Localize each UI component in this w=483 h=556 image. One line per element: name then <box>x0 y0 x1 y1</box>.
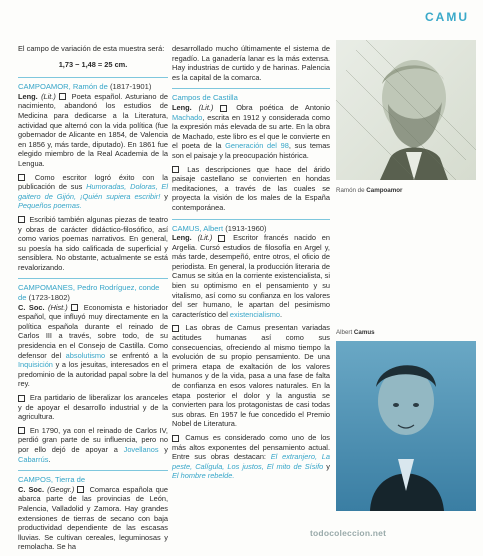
intro-text: El campo de variación de esta muestra será: <box>18 44 165 53</box>
link-generacion-98[interactable]: Generación del 98 <box>225 141 289 151</box>
running-head: CAMU <box>425 10 469 24</box>
entry-camus-p3: Camus es considerado como uno de los más altos exponentes del pensamiento actual. Entre sus obras destacan: El extranjero, La peste, Calígula, Los justos, El mito de Sísifo y El hombre rebelde. <box>172 432 331 481</box>
link-absolutismo[interactable]: absolutismo <box>65 350 106 360</box>
square-icon <box>77 486 84 493</box>
entry-campoamor-p1: Leng. (Lit.) Poeta español. Asturiano de nacimiento, abandonó los estudios de Medicina para dedicarse a la Literatura, actividad que alternó con la vida política (fue gobernador de Alicante en 1854, de Valencia en 1856 y, más tarde, diputado). En 1861 fue elegido miembro de la Real Academia de la Lengua. <box>18 91 169 168</box>
link-existencialismo[interactable]: existencialismo <box>229 309 281 319</box>
entry-castilla-p2: Las descripciones que hace del árido paisaje castellano se convierten en hondas meditaciones, a través de las cuales se proyecta la visión de los males de la España contemporánea. <box>172 164 330 212</box>
portrait-campoamor <box>336 40 476 180</box>
entry-title-camus[interactable]: CAMUS, Albert (1913-1960) <box>172 223 267 233</box>
square-icon <box>18 216 25 223</box>
entry-campoamor-p3: Escribió también algunas piezas de teatro y obras de carácter didáctico-filosófico, así como varios poemas narrativos. En general, su poesía ha sido calificada de superficial y sensiblera. No obstante, actualmente se está revalorizando. <box>18 214 168 272</box>
right-column <box>336 40 476 513</box>
entry-title-campos-de-castilla[interactable]: Campos de Castilla <box>172 93 238 103</box>
entry-title-campomanes[interactable]: CAMPOMANES, Pedro Rodríguez, conde de (1723-1802) <box>18 283 160 303</box>
square-icon <box>172 325 179 332</box>
link-inquisicion[interactable]: Inquisición <box>18 360 53 370</box>
divider <box>172 88 330 89</box>
square-icon <box>218 235 225 242</box>
middle-column <box>172 44 330 485</box>
entry-campomanes-p1: C. Soc. (Hist.) Economista e historiador español, que influyó muy directamente en la política española durante el reinado de Carlos III a través, sobre todo, de su presidencia en el Consejo de Castilla. Como defensor del absolutismo se enfrentó a la Inquisición y a los jesuitas, interesados en el predominio de la autoridad papal sobre la del rey. <box>18 302 168 389</box>
entry-campomanes-p2: Era partidario de liberalizar los aranceles y de apoyar el desarrollo industrial y de la agricultura. <box>18 393 168 422</box>
divider <box>18 278 168 279</box>
portrait-camus <box>336 341 476 511</box>
entry-campomanes-p3: En 1790, ya con el reinado de Carlos IV, perdió gran parte de su influencia, pero no por ello dejó de apoyar a Jovellanos y Cabarrús. <box>18 425 168 464</box>
entry-campoamor-p2: Como escritor logró éxito con la publicación de sus Humoradas, Doloras, El gaitero de Gijón, ¡Quién supiera escribir! y Pequeños poemas. <box>18 172 169 211</box>
entry-title-campos[interactable]: CAMPOS, Tierra de <box>18 475 86 485</box>
square-icon <box>172 435 179 442</box>
square-icon <box>220 105 227 112</box>
link-cabarrus[interactable]: Cabarrús <box>18 454 49 464</box>
spacer <box>336 205 476 325</box>
square-icon <box>18 174 25 181</box>
entry-campos-p1: C. Soc. (Geogr.) Comarca española que abarca parte de las provincias de León, Palencia, Valladolid y Zamora. Hay grandes extensiones de tierras de secano con baja productividad dependiente de las escasas lluvias. Se cultivan cereales, leguminosas y remolacha. Se ha <box>18 484 169 552</box>
square-icon <box>18 395 25 402</box>
divider <box>18 470 168 471</box>
caption-campoamor: Ramón de Campoamor <box>336 186 403 194</box>
divider <box>18 77 168 78</box>
entry-castilla-p1: Leng. (Lit.) Obra poética de Antonio Machado, escrita en 1912 y considerada como la expresión más elevada de su arte. En la obra de Machado, este libro es el que le convierte en el poeta de la Generación del 98, sus temas son el paisaje y la preocupación histórica. <box>172 102 331 160</box>
link-machado[interactable]: Machado <box>172 112 203 122</box>
entry-camus-p2: Las obras de Camus presentan variadas actitudes humanas así como sus consecuencias, ofreciendo al mismo tiempo la evolución de su propio pensamiento. De una primera etapa de exaltación de los valores humanos y de la vida, pasa a una fase de falta de confianza en esos valores naturales. En la etapa posterior el dolor y la angustia se convierten para los protagonistas de casi todas sus obras. En 1957 le fue concedido el Premio Nobel de Literatura. <box>172 323 330 429</box>
square-icon <box>71 304 78 311</box>
caption-camus: Albert Camus <box>336 329 375 337</box>
square-icon <box>18 427 25 434</box>
square-icon <box>172 166 179 173</box>
square-icon <box>59 93 66 100</box>
left-column <box>18 44 168 556</box>
link-jovellanos[interactable]: Jovellanos <box>123 444 159 454</box>
entry-title-campoamor[interactable]: CAMPOAMOR, Ramón de (1817-1901) <box>18 82 152 92</box>
campos-continuation: desarrollado mucho últimamente el sistema de regadío. La ganadería lanar es la más extensa. Hay industrias de curtido y de harinas. Palencia es la capital de la comarca. <box>172 44 330 82</box>
divider <box>172 219 330 220</box>
formula: 1,73 − 1,48 = 25 cm. <box>58 59 128 69</box>
entry-camus-p1: Leng. (Lit.) Escritor francés nacido en Argelia. Cursó estudios de filosofía en Argel y, más tarde, desempeñó, entre otros, el oficio de periodista. En general, la producción literaria de Camus se sitúa en la corriente existencialista, si bien su optimismo en el pensamiento y su vitalismo, así como su confianza en los valores del ser humano, le apartan del pesimismo característico del existencialismo. <box>172 233 331 319</box>
watermark: todocoleccion.net <box>310 528 387 538</box>
